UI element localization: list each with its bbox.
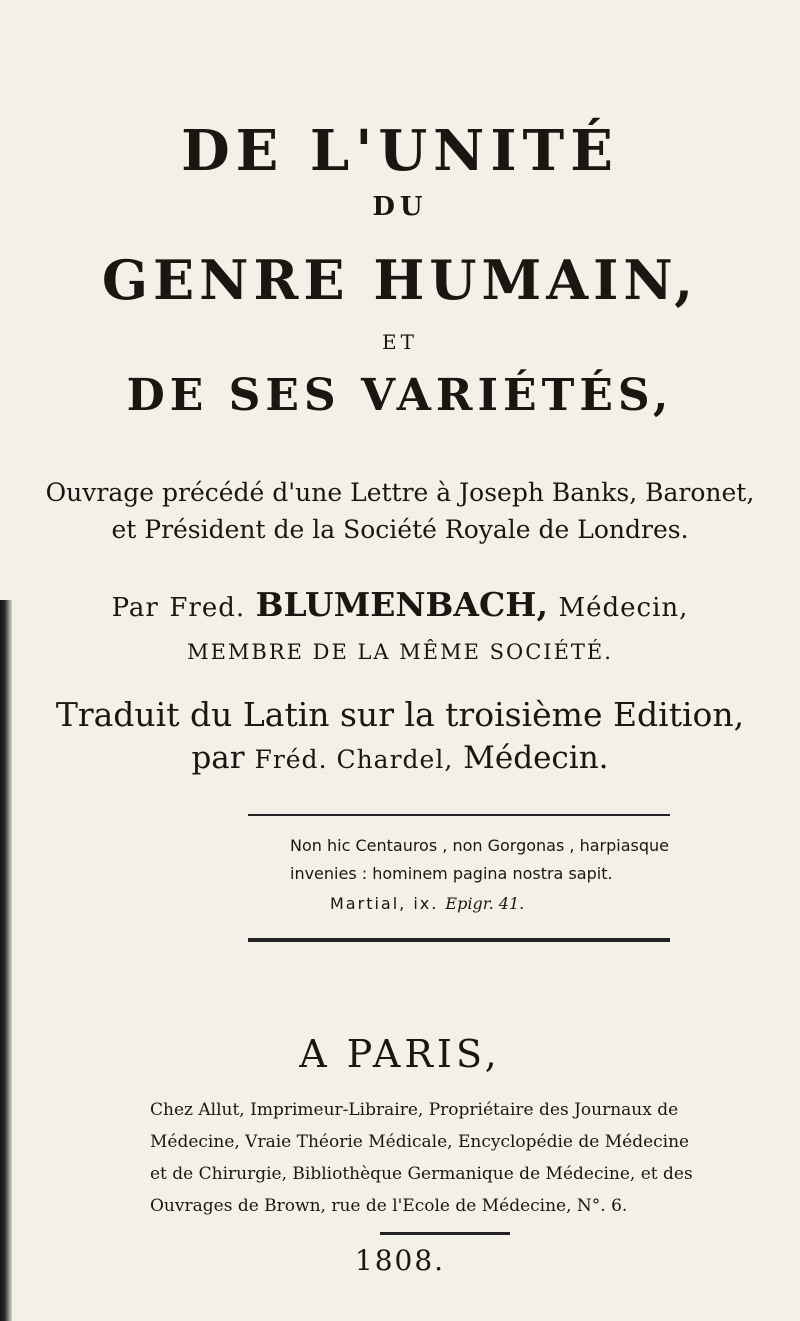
author-par: Par [111, 593, 159, 623]
translation-line-2 [0, 740, 800, 776]
imprint-city: A PARIS, [299, 1032, 501, 1076]
year-rule [380, 1232, 510, 1235]
author-first-name: Fred. [169, 593, 246, 623]
epigraph-line-2: invenies : hominem pagina nostra sapit. [290, 864, 613, 883]
title-line-3: GENRE HUMAIN, [101, 248, 699, 312]
translator-title: Médecin. [463, 740, 609, 776]
epigraph-line-1: Non hic Centauros , non Gorgonas , harpiasque [290, 836, 669, 855]
author-name: BLUMENBACH, [255, 585, 548, 624]
imprint-line-2: Médecine, Vraie Théorie Médicale, Encyclopédie de Médecine [150, 1132, 690, 1152]
publication-year: 1808. [354, 1244, 446, 1277]
epigraph-bottom-rule [248, 938, 670, 942]
translator-par: par [191, 740, 245, 776]
author-membership: MEMBRE DE LA MÊME SOCIÉTÉ. [187, 640, 613, 664]
epigraph-reference: Epigr. 41. [445, 894, 525, 913]
title-line-5: DE SES VARIÉTÉS, [126, 370, 674, 421]
translator-name: Fréd. Chardel, [254, 745, 454, 774]
subtitle-line-1: Ouvrage précédé d'une Lettre à Joseph Banks, Baronet, [45, 478, 755, 507]
imprint-line-1: Chez Allut, Imprimeur-Libraire, Propriétaire des Journaux de [150, 1100, 679, 1120]
imprint-line-3: et de Chirurgie, Bibliothèque Germanique de Médecine, et des [150, 1164, 693, 1184]
author-title: Médecin, [558, 593, 689, 623]
title-line-2: DU [372, 192, 428, 222]
imprint-line-4: Ouvrages de Brown, rue de l'Ecole de Médecine, N°. 6. [150, 1196, 628, 1216]
title-line-4: ET [382, 330, 418, 354]
subtitle-line-2: et Président de la Société Royale de Londres. [111, 515, 689, 544]
epigraph-top-rule [248, 814, 670, 816]
epigraph-attribution [330, 894, 524, 913]
epigraph-author: Martial, ix. [330, 894, 439, 913]
author-line [0, 585, 800, 624]
translation-line-1: Traduit du Latin sur la troisième Edition, [55, 695, 745, 734]
title-line-1: DE L'UNITÉ [181, 118, 619, 184]
